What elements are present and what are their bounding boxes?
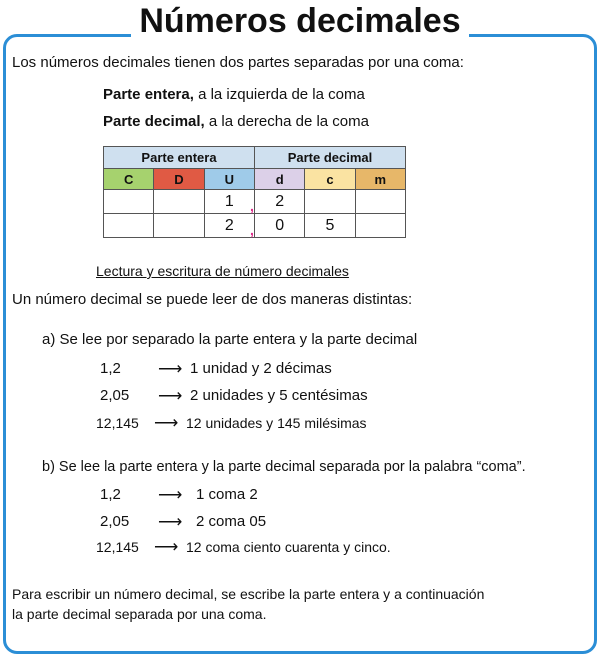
- example-reading: 12 coma ciento cuarenta y cinco.: [186, 539, 391, 555]
- group-header-decimal: Parte decimal: [255, 147, 406, 169]
- col-header: m: [355, 169, 405, 190]
- reading-intro: Un número decimal se puede leer de dos maneras distintas:: [12, 291, 413, 308]
- arrow-icon: ⟶: [154, 537, 179, 556]
- col-header: D: [154, 169, 204, 190]
- col-header: U: [204, 169, 254, 190]
- table-cell: 0: [255, 214, 305, 238]
- place-value-table: [103, 146, 406, 238]
- table-cell: [154, 214, 204, 238]
- table-cell: [104, 214, 154, 238]
- reading-heading: Lectura y escritura de número decimales: [96, 263, 349, 279]
- table-cell: 5: [305, 214, 355, 238]
- example-number: 2,05: [100, 513, 130, 530]
- part-decimal-label: Parte decimal,: [103, 113, 205, 130]
- arrow-icon: ⟶: [158, 512, 183, 531]
- col-header: c: [305, 169, 355, 190]
- example-number: 1,2: [100, 360, 121, 377]
- example-reading: 2 coma 05: [196, 513, 267, 530]
- group-header-entera: Parte entera: [104, 147, 255, 169]
- example-reading: 12 unidades y 145 milésimas: [186, 415, 367, 431]
- example-number: 12,145: [96, 415, 139, 431]
- col-header: C: [104, 169, 154, 190]
- footer-line-1: Para escribir un número decimal, se escribe la parte entera y a continuación: [12, 586, 485, 602]
- intro-text: Los números decimales tienen dos partes separadas por una coma:: [12, 54, 464, 71]
- table-row: [104, 190, 406, 214]
- table-cell: [355, 190, 405, 214]
- footer-line-2: la parte decimal separada por una coma.: [12, 606, 267, 622]
- table-cell: 2: [204, 214, 254, 238]
- example-number: 12,145: [96, 539, 139, 555]
- table-cell: [305, 190, 355, 214]
- method-a-label: a) Se lee por separado la parte entera y la parte decimal: [42, 331, 418, 348]
- table-cell: [355, 214, 405, 238]
- arrow-icon: ⟶: [158, 485, 183, 504]
- part-entera-line: [103, 86, 365, 103]
- table-row: [104, 214, 406, 238]
- part-entera-text: a la izquierda de la coma: [198, 86, 365, 103]
- part-entera-label: Parte entera,: [103, 86, 194, 103]
- example-reading: 1 unidad y 2 décimas: [190, 360, 332, 377]
- table-cell: [104, 190, 154, 214]
- col-header: d: [255, 169, 305, 190]
- method-b-label: b) Se lee la parte entera y la parte decimal separada por la palabra “coma”.: [42, 459, 526, 475]
- table-cell: 2: [255, 190, 305, 214]
- example-number: 2,05: [100, 387, 130, 404]
- part-decimal-line: [103, 113, 369, 130]
- example-reading: 1 coma 2: [196, 486, 258, 503]
- page-title: Números decimales: [0, 2, 600, 41]
- decimal-comma-mark: ,: [250, 222, 254, 238]
- example-reading: 2 unidades y 5 centésimas: [190, 387, 368, 404]
- arrow-icon: ⟶: [154, 413, 179, 432]
- table-cell: [154, 190, 204, 214]
- decimal-comma-mark: ,: [250, 198, 254, 214]
- arrow-icon: ⟶: [158, 359, 183, 378]
- table-cell: 1: [204, 190, 254, 214]
- arrow-icon: ⟶: [158, 386, 183, 405]
- example-number: 1,2: [100, 486, 121, 503]
- part-decimal-text: a la derecha de la coma: [208, 113, 369, 130]
